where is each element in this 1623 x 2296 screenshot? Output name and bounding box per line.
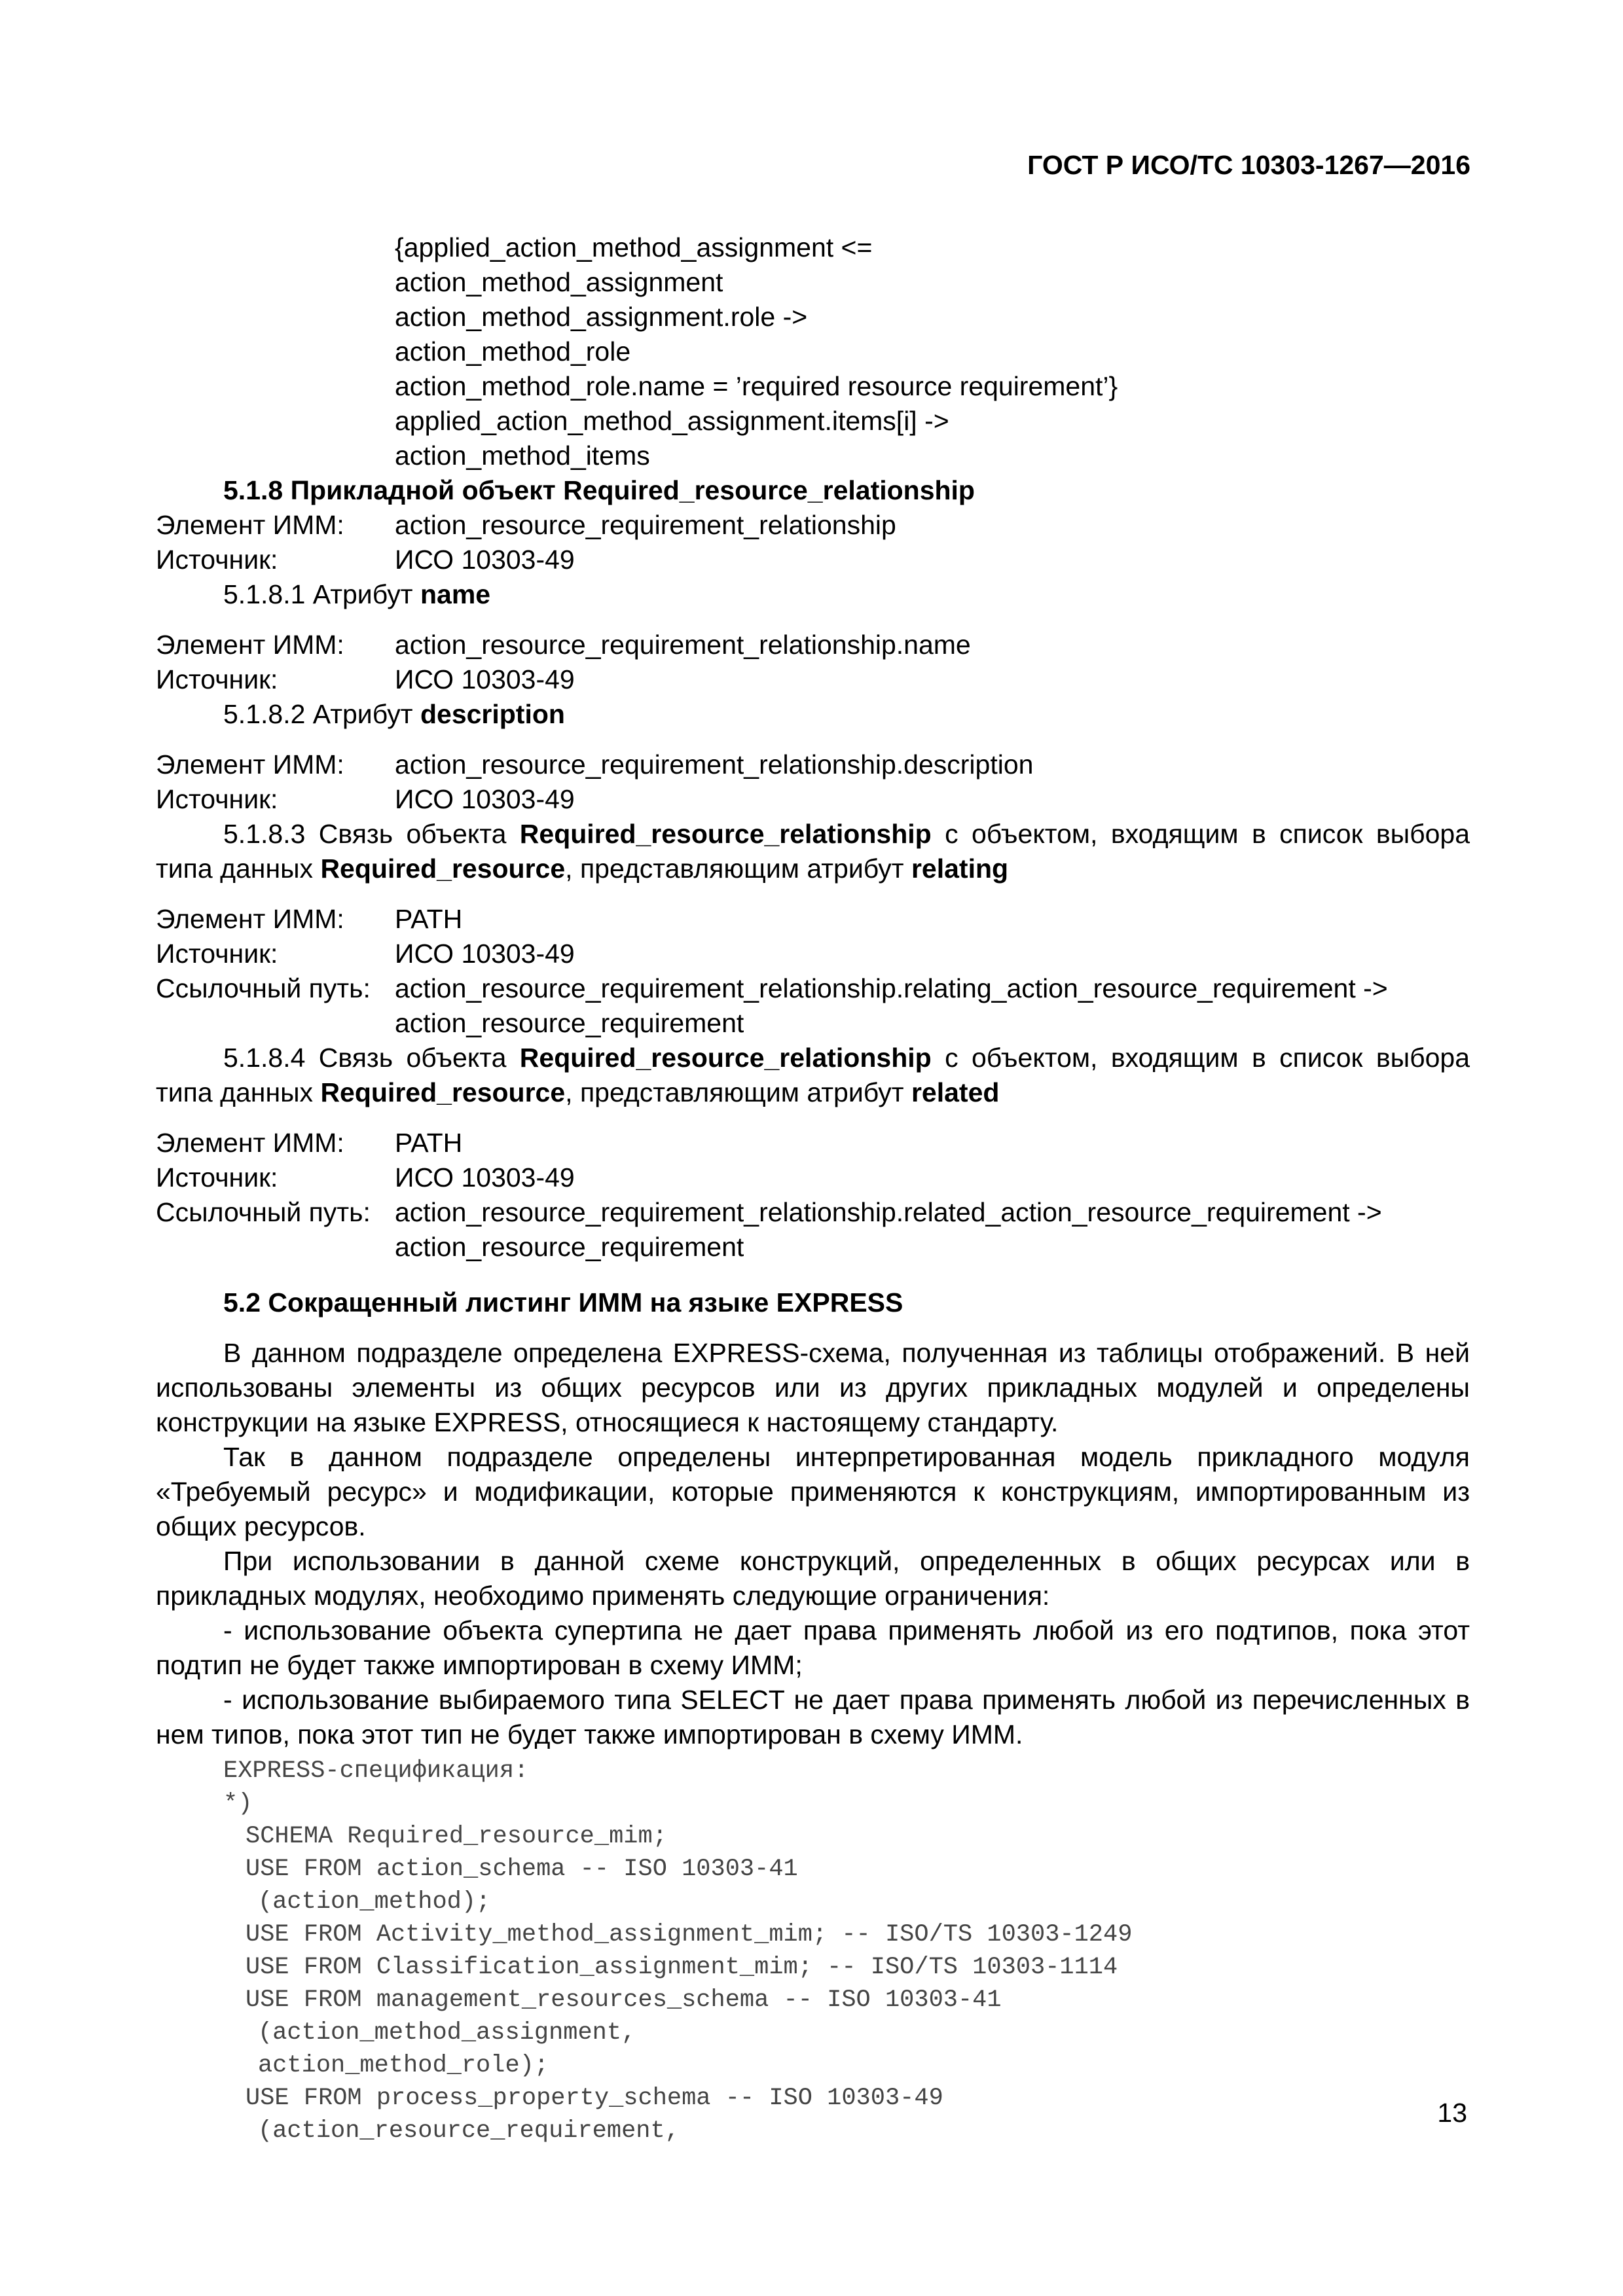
attribute-name: description: [420, 699, 565, 729]
field-row: [156, 782, 1470, 817]
field-label: Элемент ИММ:: [156, 904, 344, 934]
subsection-heading-5-1-8-3: [156, 817, 1470, 886]
document-header: ГОСТ Р ИСО/ТС 10303-1267—2016: [1027, 150, 1470, 180]
attribute-name: relating: [911, 853, 1009, 884]
field-value: ИСО 10303-49: [395, 545, 575, 575]
heading-text: , представляющим атрибут: [565, 853, 911, 884]
entity-name: Required_resource_relationship: [519, 1043, 932, 1073]
section-heading-5-1-8: 5.1.8 Прикладной объект Required_resource_relationship: [223, 475, 975, 505]
heading-text: 5.1.8.3 Связь объекта: [223, 819, 520, 849]
field-row: [156, 971, 1470, 1006]
field-value: ИСО 10303-49: [395, 664, 575, 694]
field-row: [156, 1195, 1470, 1230]
attribute-name: name: [420, 579, 491, 609]
code-line: SCHEMA Required_resource_mim;: [246, 1823, 667, 1850]
field-value: PATH: [395, 1128, 463, 1158]
express-code-block: [156, 1755, 1470, 2147]
code-line: *): [223, 1790, 253, 1818]
field-value-continuation: action_resource_requirement: [395, 1232, 744, 1262]
subsection-heading-5-1-8-2: [156, 697, 1470, 732]
field-row: [156, 508, 1470, 543]
field-label: Ссылочный путь:: [156, 1197, 371, 1227]
path-line: action_method_items: [395, 440, 650, 471]
code-line: USE FROM process_property_schema -- ISO 10303-49: [246, 2085, 943, 2112]
section-heading-5-2: 5.2 Сокращенный листинг ИММ на языке EXPRESS: [223, 1287, 903, 1318]
list-item: - использование объекта супертипа не дает права применять любой из его подтипов, пока этот подтип не будет также импортирован в схему ИММ;: [156, 1615, 1470, 1680]
code-line: USE FROM action_schema -- ISO 10303-41: [246, 1856, 798, 1883]
path-line: action_method_role: [395, 336, 631, 367]
path-line: action_method_role.name = ’required resource requirement’}: [395, 371, 1118, 401]
field-label: Элемент ИММ:: [156, 510, 344, 540]
field-value: ИСО 10303-49: [395, 939, 575, 969]
heading-text: 5.1.8.4 Связь объекта: [223, 1043, 520, 1073]
heading-text: с объектом, входящим в список выбора типа данных: [156, 819, 1470, 884]
entity-name: Required_resource_relationship: [519, 819, 932, 849]
field-value: action_resource_requirement_relationship: [395, 510, 896, 540]
field-label: Элемент ИММ:: [156, 1128, 344, 1158]
code-line: (action_method_assignment,: [258, 2019, 636, 2047]
field-row: [156, 628, 1470, 662]
paragraph: Так в данном подразделе определены интерпретированная модель прикладного модуля «Требуемый ресурс» и модификации, которые применяются к конструкциям, импортированным из общих ресурсов.: [156, 1442, 1470, 1541]
field-label: Источник:: [156, 939, 278, 969]
code-line: (action_resource_requirement,: [258, 2117, 680, 2145]
code-line: USE FROM Activity_method_assignment_mim; -- ISO/TS 10303-1249: [246, 1921, 1133, 1948]
field-value-continuation: action_resource_requirement: [395, 1008, 744, 1038]
field-value: ИСО 10303-49: [395, 1162, 575, 1193]
field-value: PATH: [395, 904, 463, 934]
field-label: Источник:: [156, 784, 278, 814]
field-value: action_resource_requirement_relationship.description: [395, 749, 1034, 780]
field-row: [156, 543, 1470, 577]
heading-text: с объектом, входящим в список выбора типа данных: [156, 1043, 1470, 1107]
field-value: action_resource_requirement_relationship.related_action_resource_requirement ->: [395, 1197, 1382, 1227]
field-value: action_resource_requirement_relationship.relating_action_resource_requirement ->: [395, 973, 1388, 1003]
subsection-heading-5-1-8-1: [156, 577, 1470, 612]
subsection-heading-5-1-8-4: [156, 1041, 1470, 1110]
code-line: action_method_role);: [258, 2052, 549, 2079]
code-line: (action_method);: [258, 1888, 491, 1916]
field-row: [156, 1160, 1470, 1195]
field-label: Источник:: [156, 545, 278, 575]
paragraph: При использовании в данной схеме конструкций, определенных в общих ресурсах или в прикладных модулях, необходимо применять следующие ограничения:: [156, 1546, 1470, 1611]
type-name: Required_resource: [320, 853, 566, 884]
field-row: [156, 662, 1470, 697]
path-line: action_method_assignment: [395, 267, 723, 297]
heading-text: , представляющим атрибут: [565, 1077, 911, 1107]
heading-text: 5.1.8.1 Атрибут: [223, 579, 420, 609]
field-row: [156, 1126, 1470, 1160]
field-row: [156, 937, 1470, 971]
field-label: Элемент ИММ:: [156, 630, 344, 660]
page-content: [156, 230, 1470, 2147]
field-label: Источник:: [156, 1162, 278, 1193]
field-label: Источник:: [156, 664, 278, 694]
path-line: action_method_assignment.role ->: [395, 302, 808, 332]
heading-text: 5.1.8.2 Атрибут: [223, 699, 420, 729]
field-label: Ссылочный путь:: [156, 973, 371, 1003]
field-row: [156, 747, 1470, 782]
attribute-name: related: [911, 1077, 1000, 1107]
field-label: Элемент ИММ:: [156, 749, 344, 780]
code-line: USE FROM management_resources_schema -- ISO 10303-41: [246, 1986, 1002, 2014]
path-line: {applied_action_method_assignment <=: [395, 232, 873, 262]
field-row: [156, 902, 1470, 937]
field-value: ИСО 10303-49: [395, 784, 575, 814]
list-item: - использование выбираемого типа SELECT не дает права применять любой из перечисленных в нем типов, пока этот тип не будет также импортирован в схему ИММ.: [156, 1685, 1470, 1749]
code-line: USE FROM Classification_assignment_mim; -- ISO/TS 10303-1114: [246, 1954, 1118, 1981]
field-value: action_resource_requirement_relationship.name: [395, 630, 971, 660]
path-line: applied_action_method_assignment.items[i] ->: [395, 406, 949, 436]
code-line: EXPRESS-спецификация:: [223, 1757, 529, 1785]
paragraph: В данном подразделе определена EXPRESS-схема, полученная из таблицы отображений. В ней использованы элементы из общих ресурсов или из других прикладных модулей и определены конструкции на языке EXPRESS, относящиеся к настоящему стандарту.: [156, 1338, 1470, 1437]
type-name: Required_resource: [320, 1077, 566, 1107]
page-number: 13: [1437, 2098, 1467, 2128]
